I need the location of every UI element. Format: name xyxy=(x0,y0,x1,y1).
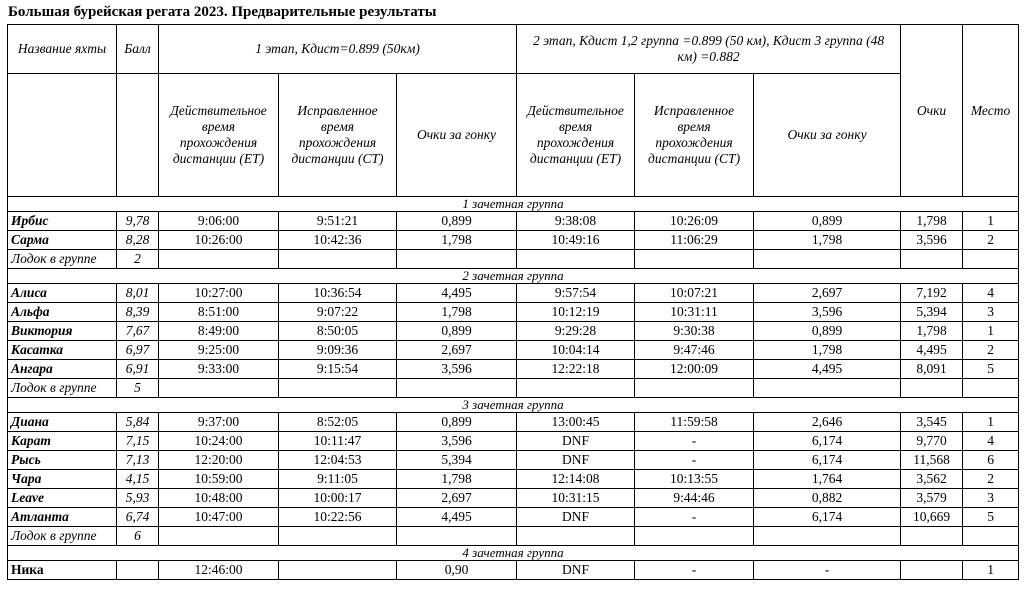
yacht-name: Диана xyxy=(8,413,117,432)
group-header-row xyxy=(8,197,1019,212)
score-cell: 7,13 xyxy=(117,451,159,470)
empty-header-cell xyxy=(8,74,117,197)
place-cell: 1 xyxy=(963,413,1019,432)
stage2-ct-cell: - xyxy=(635,451,754,470)
place-cell: 1 xyxy=(963,322,1019,341)
table-row xyxy=(8,341,1019,360)
yacht-name: Рысь xyxy=(8,451,117,470)
col-header-stage1-actual-time: Действительное время прохождения дистанции (ET) xyxy=(159,74,279,197)
empty-cell xyxy=(517,250,635,269)
stage1-ct-cell: 10:11:47 xyxy=(279,432,397,451)
stage1-race-points-cell: 2,697 xyxy=(397,341,517,360)
empty-cell xyxy=(635,250,754,269)
empty-cell xyxy=(963,527,1019,546)
stage1-ct-cell: 8:50:05 xyxy=(279,322,397,341)
yacht-name: Leave xyxy=(8,489,117,508)
stage2-ct-cell: 11:06:29 xyxy=(635,231,754,250)
stage1-ct-cell xyxy=(279,561,397,580)
stage2-et-cell: DNF xyxy=(517,432,635,451)
stage2-race-points-cell: 6,174 xyxy=(754,508,901,527)
boats-in-group-count: 2 xyxy=(117,250,159,269)
boats-in-group-count: 5 xyxy=(117,379,159,398)
stage2-ct-cell: 10:07:21 xyxy=(635,284,754,303)
table-row xyxy=(8,322,1019,341)
col-header-stage2-corrected-time: Исправленное время прохождения дистанции (СТ) xyxy=(635,74,754,197)
score-cell: 6,97 xyxy=(117,341,159,360)
empty-cell xyxy=(159,527,279,546)
empty-cell xyxy=(397,379,517,398)
stage2-et-cell: 12:14:08 xyxy=(517,470,635,489)
score-cell: 5,93 xyxy=(117,489,159,508)
stage2-race-points-cell: 1,764 xyxy=(754,470,901,489)
table-row xyxy=(8,284,1019,303)
stage2-ct-cell: 10:31:11 xyxy=(635,303,754,322)
score-cell: 8,28 xyxy=(117,231,159,250)
score-cell: 4,15 xyxy=(117,470,159,489)
yacht-name: Сарма xyxy=(8,231,117,250)
yacht-name: Чара xyxy=(8,470,117,489)
empty-cell xyxy=(963,379,1019,398)
table-row xyxy=(8,360,1019,379)
stage1-race-points-cell: 2,697 xyxy=(397,489,517,508)
stage1-ct-cell: 9:51:21 xyxy=(279,212,397,231)
results-table xyxy=(7,24,1019,580)
empty-cell xyxy=(279,527,397,546)
empty-cell xyxy=(754,250,901,269)
empty-cell xyxy=(159,250,279,269)
points-cell: 7,192 xyxy=(901,284,963,303)
stage1-ct-cell: 9:15:54 xyxy=(279,360,397,379)
place-cell: 3 xyxy=(963,303,1019,322)
table-row xyxy=(8,231,1019,250)
points-cell: 8,091 xyxy=(901,360,963,379)
score-cell xyxy=(117,561,159,580)
score-cell: 8,39 xyxy=(117,303,159,322)
stage1-et-cell: 10:47:00 xyxy=(159,508,279,527)
yacht-name: Касатка xyxy=(8,341,117,360)
stage2-et-cell: 9:38:08 xyxy=(517,212,635,231)
empty-cell xyxy=(635,527,754,546)
stage2-ct-cell: 9:44:46 xyxy=(635,489,754,508)
stage1-race-points-cell: 0,899 xyxy=(397,212,517,231)
stage1-race-points-cell: 4,495 xyxy=(397,284,517,303)
place-cell: 5 xyxy=(963,508,1019,527)
header-row-2 xyxy=(8,74,1019,197)
stage1-ct-cell: 10:36:54 xyxy=(279,284,397,303)
score-cell: 7,15 xyxy=(117,432,159,451)
stage2-race-points-cell: 0,882 xyxy=(754,489,901,508)
points-cell: 3,545 xyxy=(901,413,963,432)
table-row xyxy=(8,489,1019,508)
stage1-ct-cell: 10:00:17 xyxy=(279,489,397,508)
stage2-ct-cell: - xyxy=(635,432,754,451)
points-cell: 3,562 xyxy=(901,470,963,489)
score-cell: 8,01 xyxy=(117,284,159,303)
col-header-points: Очки xyxy=(901,25,963,197)
table-row xyxy=(8,451,1019,470)
empty-cell xyxy=(397,250,517,269)
stage1-race-points-cell: 1,798 xyxy=(397,303,517,322)
stage1-race-points-cell: 0,899 xyxy=(397,322,517,341)
boats-in-group-label: Лодок в группе xyxy=(8,379,117,398)
stage1-et-cell: 9:37:00 xyxy=(159,413,279,432)
group-header: 2 зачетная группа xyxy=(8,269,1019,284)
empty-cell xyxy=(517,379,635,398)
group-header-row xyxy=(8,546,1019,561)
score-cell: 5,84 xyxy=(117,413,159,432)
yacht-name: Ника xyxy=(8,561,117,580)
points-cell: 3,579 xyxy=(901,489,963,508)
stage2-race-points-cell: 6,174 xyxy=(754,451,901,470)
boats-in-group-row xyxy=(8,250,1019,269)
group-header: 4 зачетная группа xyxy=(8,546,1019,561)
stage1-et-cell: 9:06:00 xyxy=(159,212,279,231)
yacht-name: Алиса xyxy=(8,284,117,303)
yacht-name: Атланта xyxy=(8,508,117,527)
points-cell: 10,669 xyxy=(901,508,963,527)
stage1-race-points-cell: 0,90 xyxy=(397,561,517,580)
stage2-race-points-cell: 6,174 xyxy=(754,432,901,451)
stage1-et-cell: 12:46:00 xyxy=(159,561,279,580)
stage1-et-cell: 9:25:00 xyxy=(159,341,279,360)
stage1-ct-cell: 10:22:56 xyxy=(279,508,397,527)
table-row xyxy=(8,413,1019,432)
stage1-race-points-cell: 4,495 xyxy=(397,508,517,527)
empty-cell xyxy=(279,379,397,398)
yacht-name: Альфа xyxy=(8,303,117,322)
stage1-et-cell: 12:20:00 xyxy=(159,451,279,470)
table-row xyxy=(8,470,1019,489)
col-header-stage2-actual-time: Действительное время прохождения дистанции (ET) xyxy=(517,74,635,197)
col-header-score: Балл xyxy=(117,25,159,74)
stage2-ct-cell: - xyxy=(635,561,754,580)
place-cell: 2 xyxy=(963,470,1019,489)
col-header-stage1-race-points: Очки за гонку xyxy=(397,74,517,197)
stage2-race-points-cell: - xyxy=(754,561,901,580)
boats-in-group-label: Лодок в группе xyxy=(8,250,117,269)
points-cell: 11,568 xyxy=(901,451,963,470)
group-header: 1 зачетная группа xyxy=(8,197,1019,212)
points-cell: 1,798 xyxy=(901,322,963,341)
points-cell: 3,596 xyxy=(901,231,963,250)
stage1-et-cell: 8:49:00 xyxy=(159,322,279,341)
stage2-race-points-cell: 1,798 xyxy=(754,231,901,250)
stage1-ct-cell: 12:04:53 xyxy=(279,451,397,470)
stage2-race-points-cell: 4,495 xyxy=(754,360,901,379)
boats-in-group-row xyxy=(8,527,1019,546)
score-cell: 9,78 xyxy=(117,212,159,231)
stage1-et-cell: 9:33:00 xyxy=(159,360,279,379)
stage1-et-cell: 10:59:00 xyxy=(159,470,279,489)
place-cell: 1 xyxy=(963,212,1019,231)
stage1-race-points-cell: 5,394 xyxy=(397,451,517,470)
stage1-race-points-cell: 3,596 xyxy=(397,432,517,451)
stage2-race-points-cell: 2,697 xyxy=(754,284,901,303)
place-cell: 4 xyxy=(963,432,1019,451)
points-cell: 1,798 xyxy=(901,212,963,231)
score-cell: 6,74 xyxy=(117,508,159,527)
stage2-ct-cell: 11:59:58 xyxy=(635,413,754,432)
points-cell: 9,770 xyxy=(901,432,963,451)
place-cell: 6 xyxy=(963,451,1019,470)
empty-cell xyxy=(901,527,963,546)
stage1-et-cell: 8:51:00 xyxy=(159,303,279,322)
stage1-ct-cell: 8:52:05 xyxy=(279,413,397,432)
stage2-ct-cell: 10:26:09 xyxy=(635,212,754,231)
group-header: 3 зачетная группа xyxy=(8,398,1019,413)
yacht-name: Ирбис xyxy=(8,212,117,231)
stage2-ct-cell: 9:47:46 xyxy=(635,341,754,360)
group-header-row xyxy=(8,398,1019,413)
empty-cell xyxy=(635,379,754,398)
empty-cell xyxy=(517,527,635,546)
boats-in-group-count: 6 xyxy=(117,527,159,546)
stage2-et-cell: 10:12:19 xyxy=(517,303,635,322)
place-cell: 4 xyxy=(963,284,1019,303)
yacht-name: Ангара xyxy=(8,360,117,379)
boats-in-group-row xyxy=(8,379,1019,398)
points-cell: 5,394 xyxy=(901,303,963,322)
empty-cell xyxy=(397,527,517,546)
col-header-stage1: 1 этап, Кдист=0.899 (50км) xyxy=(159,25,517,74)
empty-cell xyxy=(754,527,901,546)
place-cell: 5 xyxy=(963,360,1019,379)
stage2-ct-cell: 12:00:09 xyxy=(635,360,754,379)
stage2-race-points-cell: 1,798 xyxy=(754,341,901,360)
table-row xyxy=(8,432,1019,451)
stage1-race-points-cell: 1,798 xyxy=(397,231,517,250)
boats-in-group-label: Лодок в группе xyxy=(8,527,117,546)
stage2-et-cell: 9:57:54 xyxy=(517,284,635,303)
empty-cell xyxy=(159,379,279,398)
stage2-et-cell: 10:04:14 xyxy=(517,341,635,360)
group-header-row xyxy=(8,269,1019,284)
table-row xyxy=(8,212,1019,231)
stage1-race-points-cell: 1,798 xyxy=(397,470,517,489)
stage2-ct-cell: 10:13:55 xyxy=(635,470,754,489)
col-header-stage1-corrected-time: Исправленное время прохождения дистанции (СТ) xyxy=(279,74,397,197)
stage2-et-cell: 12:22:18 xyxy=(517,360,635,379)
stage2-et-cell: DNF xyxy=(517,451,635,470)
stage1-ct-cell: 9:07:22 xyxy=(279,303,397,322)
empty-cell xyxy=(963,250,1019,269)
header-row-1 xyxy=(8,25,1019,74)
stage1-et-cell: 10:24:00 xyxy=(159,432,279,451)
stage1-race-points-cell: 3,596 xyxy=(397,360,517,379)
stage2-et-cell: DNF xyxy=(517,508,635,527)
empty-cell xyxy=(901,250,963,269)
empty-cell xyxy=(901,379,963,398)
col-header-stage2-race-points: Очки за гонку xyxy=(754,74,901,197)
stage1-ct-cell: 9:09:36 xyxy=(279,341,397,360)
stage1-et-cell: 10:27:00 xyxy=(159,284,279,303)
table-row xyxy=(8,561,1019,580)
empty-cell xyxy=(279,250,397,269)
results-body xyxy=(8,197,1019,580)
stage2-race-points-cell: 0,899 xyxy=(754,322,901,341)
stage2-race-points-cell: 2,646 xyxy=(754,413,901,432)
col-header-stage2: 2 этап, Кдист 1,2 группа =0.899 (50 км), Кдист 3 группа (48 км) =0.882 xyxy=(517,25,901,74)
yacht-name: Виктория xyxy=(8,322,117,341)
stage1-race-points-cell: 0,899 xyxy=(397,413,517,432)
stage2-et-cell: 10:31:15 xyxy=(517,489,635,508)
stage2-et-cell: 13:00:45 xyxy=(517,413,635,432)
score-cell: 6,91 xyxy=(117,360,159,379)
points-cell xyxy=(901,561,963,580)
score-cell: 7,67 xyxy=(117,322,159,341)
col-header-yacht: Название яхты xyxy=(8,25,117,74)
table-row xyxy=(8,508,1019,527)
yacht-name: Карат xyxy=(8,432,117,451)
stage2-et-cell: DNF xyxy=(517,561,635,580)
place-cell: 1 xyxy=(963,561,1019,580)
stage2-race-points-cell: 0,899 xyxy=(754,212,901,231)
place-cell: 2 xyxy=(963,231,1019,250)
stage1-ct-cell: 10:42:36 xyxy=(279,231,397,250)
stage2-ct-cell: 9:30:38 xyxy=(635,322,754,341)
empty-cell xyxy=(754,379,901,398)
place-cell: 2 xyxy=(963,341,1019,360)
col-header-place: Место xyxy=(963,25,1019,197)
stage2-race-points-cell: 3,596 xyxy=(754,303,901,322)
page-title: Большая бурейская регата 2023. Предварительные результаты xyxy=(8,4,437,20)
points-cell: 4,495 xyxy=(901,341,963,360)
stage1-et-cell: 10:26:00 xyxy=(159,231,279,250)
table-row xyxy=(8,303,1019,322)
empty-header-cell xyxy=(117,74,159,197)
stage2-et-cell: 9:29:28 xyxy=(517,322,635,341)
stage1-ct-cell: 9:11:05 xyxy=(279,470,397,489)
stage2-et-cell: 10:49:16 xyxy=(517,231,635,250)
stage2-ct-cell: - xyxy=(635,508,754,527)
place-cell: 3 xyxy=(963,489,1019,508)
stage1-et-cell: 10:48:00 xyxy=(159,489,279,508)
